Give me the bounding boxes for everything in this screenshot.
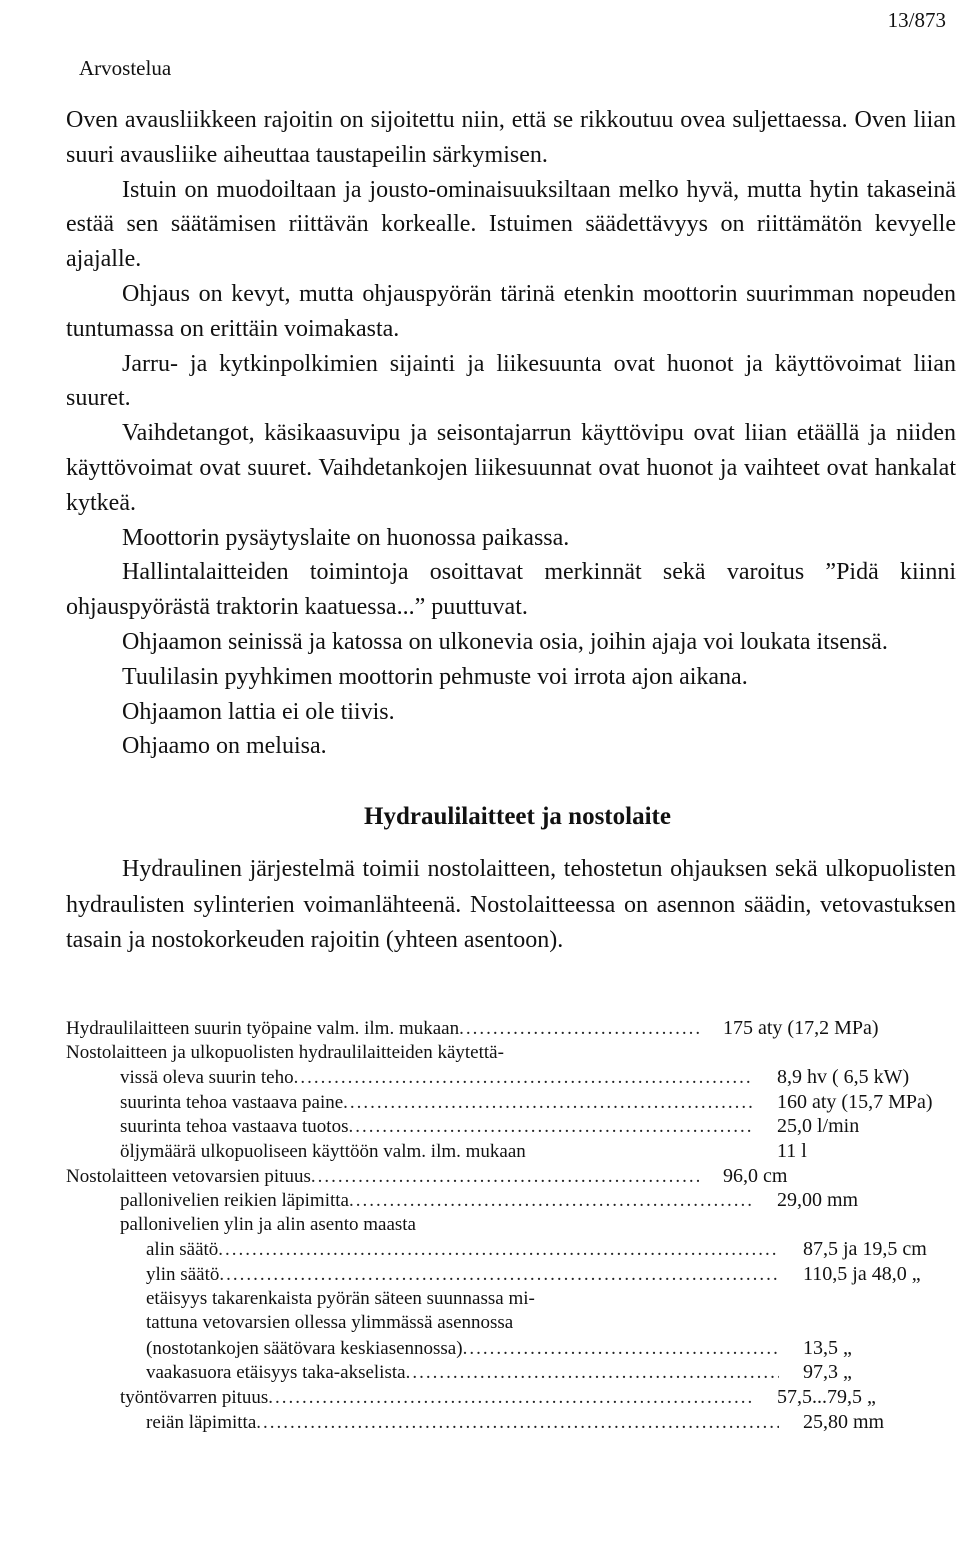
spec-value: 57,5...79,5 „ bbox=[777, 1385, 876, 1408]
dot-leader bbox=[294, 1067, 753, 1089]
dot-leader bbox=[349, 1190, 753, 1212]
spec-label: tattuna vetovarsien ollessa ylimmässä asennossa bbox=[146, 1312, 514, 1334]
spec-label: reiän läpimitta bbox=[146, 1411, 257, 1433]
spec-value: 29,00 mm bbox=[777, 1189, 859, 1212]
spec-label-cell bbox=[66, 1312, 779, 1334]
spec-label: työntövarren pituus bbox=[120, 1386, 269, 1408]
spec-row bbox=[66, 1386, 956, 1411]
spec-label: vissä oleva suurin teho bbox=[120, 1067, 294, 1089]
spec-row bbox=[66, 1165, 956, 1190]
spec-label-cell bbox=[66, 1166, 699, 1188]
spec-table bbox=[66, 1017, 956, 1435]
spec-value: 11 l bbox=[777, 1139, 807, 1162]
spec-row bbox=[66, 1066, 956, 1091]
spec-row bbox=[66, 1288, 956, 1313]
spec-label: ylin säätö bbox=[146, 1263, 220, 1285]
dot-leader bbox=[406, 1362, 779, 1384]
spec-label-cell bbox=[66, 1214, 753, 1236]
spec-value: 13,5 „ bbox=[803, 1336, 852, 1359]
review-paragraph: Istuin on muodoiltaan ja jousto-ominaisuuksiltaan melko hyvä, mutta hytin takaseinä estää sen säätämisen riittävän korkealle. Istuimen säädettävyys on riittämätön kevyelle ajajalle. bbox=[66, 176, 956, 273]
review-body bbox=[66, 103, 956, 764]
spec-label: alin säätö bbox=[146, 1239, 219, 1261]
dot-leader bbox=[256, 1412, 779, 1434]
review-paragraph: Ohjaamon seinissä ja katossa on ulkonevia osia, joihin ajaja voi loukata itsensä. bbox=[122, 628, 888, 655]
spec-label-cell bbox=[66, 1018, 699, 1040]
review-paragraph: Ohjaamon lattia ei ole tiivis. bbox=[122, 698, 395, 725]
spec-row bbox=[66, 1263, 956, 1288]
spec-label: pallonivelien reikien läpimitta bbox=[120, 1190, 349, 1212]
dot-leader bbox=[219, 1264, 779, 1286]
dot-leader bbox=[268, 1387, 753, 1409]
spec-label-cell bbox=[66, 1092, 753, 1114]
spec-label-cell bbox=[66, 1412, 779, 1434]
spec-row bbox=[66, 1214, 956, 1239]
spec-label-cell bbox=[66, 1067, 753, 1089]
spec-label: suurinta tehoa vastaava tuotos bbox=[120, 1116, 349, 1138]
review-paragraph: Hallintalaitteiden toimintoja osoittavat merkinnät sekä varoitus ”Pidä kiinni ohjauspyörästä traktorin kaatuessa...” puuttuvat. bbox=[66, 559, 956, 621]
page-number: 13/873 bbox=[887, 8, 946, 32]
spec-label-cell bbox=[66, 1264, 779, 1286]
spec-row bbox=[66, 1337, 956, 1362]
spec-value: 110,5 ja 48,0 „ bbox=[803, 1262, 921, 1285]
spec-label: pallonivelien ylin ja alin asento maasta bbox=[120, 1213, 416, 1235]
spec-value: 160 aty (15,7 MPa) bbox=[777, 1090, 933, 1113]
spec-label: suurinta tehoa vastaava paine bbox=[120, 1091, 344, 1113]
dot-leader bbox=[218, 1239, 779, 1261]
spec-label: Nostolaitteen vetovarsien pituus bbox=[66, 1165, 311, 1187]
review-paragraph: Vaihdetangot, käsikaasuvipu ja seisontajarrun käyttövipu ovat liian etäällä ja niiden käyttövoimat ovat suuret. Vaihdetankojen liikesuunnat ovat huonot ja vaihteet ovat hankalat kytkeä. bbox=[66, 420, 956, 516]
spec-label-cell bbox=[66, 1338, 779, 1360]
spec-value: 96,0 cm bbox=[723, 1164, 788, 1187]
spec-value: 25,80 mm bbox=[803, 1410, 885, 1433]
spec-label-cell bbox=[66, 1190, 753, 1212]
spec-label-cell bbox=[66, 1362, 779, 1384]
spec-label-cell bbox=[66, 1141, 753, 1163]
spec-value: 8,9 hv ( 6,5 kW) bbox=[777, 1066, 910, 1089]
spec-row bbox=[66, 1140, 956, 1165]
spec-row bbox=[66, 1091, 956, 1116]
spec-label-cell bbox=[66, 1288, 779, 1310]
section-title-hydraulics: Hydraulilaitteet ja nostolaite bbox=[364, 803, 671, 830]
review-paragraph: Tuulilasin pyyhkimen moottorin pehmuste voi irrota ajon aikana. bbox=[122, 663, 748, 690]
spec-row bbox=[66, 1115, 956, 1140]
review-paragraph: Moottorin pysäytyslaite on huonossa paikassa. bbox=[122, 524, 570, 551]
dot-leader bbox=[348, 1116, 753, 1138]
spec-label: etäisyys takarenkaista pyörän säteen suunnassa mi- bbox=[146, 1287, 535, 1309]
spec-label: Nostolaitteen ja ulkopuolisten hydraulilaitteiden käytettä- bbox=[66, 1041, 504, 1063]
spec-label-cell bbox=[66, 1387, 753, 1409]
dot-leader bbox=[459, 1018, 699, 1040]
spec-row bbox=[66, 1017, 956, 1042]
review-paragraph: Jarru- ja kytkinpolkimien sijainti ja liikesuunta ovat huonot ja käyttövoimat liian suuret. bbox=[66, 350, 956, 412]
spec-label: (nostotankojen säätövara keskiasennossa) bbox=[146, 1337, 463, 1359]
spec-row bbox=[66, 1361, 956, 1386]
dot-leader bbox=[463, 1338, 779, 1360]
spec-value: 25,0 l/min bbox=[777, 1115, 860, 1138]
section-label-review: Arvostelua bbox=[79, 56, 172, 80]
review-paragraph: Ohjaus on kevyt, mutta ohjauspyörän tärinä etenkin moottorin suurimman nopeuden tuntumassa on erittäin voimakasta. bbox=[66, 280, 956, 342]
spec-label: vaakasuora etäisyys taka-akselista bbox=[146, 1362, 406, 1384]
dot-leader bbox=[311, 1166, 699, 1188]
spec-row bbox=[66, 1411, 956, 1436]
spec-value: 97,3 „ bbox=[803, 1361, 852, 1384]
spec-label-cell bbox=[66, 1116, 753, 1138]
review-paragraph: Ohjaamo on meluisa. bbox=[122, 733, 327, 760]
review-paragraph: Oven avausliikkeen rajoitin on sijoitettu niin, että se rikkoutuu ovea suljettaessa. Oven liian suuri avausliike aiheuttaa taustapeilin särkymisen. bbox=[66, 107, 956, 168]
spec-label-cell bbox=[66, 1042, 699, 1064]
spec-label-cell bbox=[66, 1239, 779, 1261]
spec-value: 175 aty (17,2 MPa) bbox=[723, 1017, 879, 1039]
dot-leader bbox=[343, 1092, 753, 1114]
spec-row bbox=[66, 1238, 956, 1263]
spec-value: 87,5 ja 19,5 cm bbox=[803, 1238, 927, 1261]
spec-label: Hydraulilaitteen suurin työpaine valm. ilm. mukaan bbox=[66, 1018, 460, 1039]
spec-row bbox=[66, 1312, 956, 1337]
hydraulics-intro: Hydraulinen järjestelmä toimii nostolaitteen, tehostetun ohjauksen sekä ulkopuolisten hydraulisten sylinterien voimanlähteenä. Nostolaitteessa on asennon säädin, vetovastuksen tasain ja nostokorkeuden rajoitin (yhteen asentoon). bbox=[66, 856, 956, 953]
spec-row bbox=[66, 1042, 956, 1067]
spec-label: öljymäärä ulkopuoliseen käyttöön valm. ilm. mukaan bbox=[120, 1140, 526, 1162]
spec-row bbox=[66, 1189, 956, 1214]
